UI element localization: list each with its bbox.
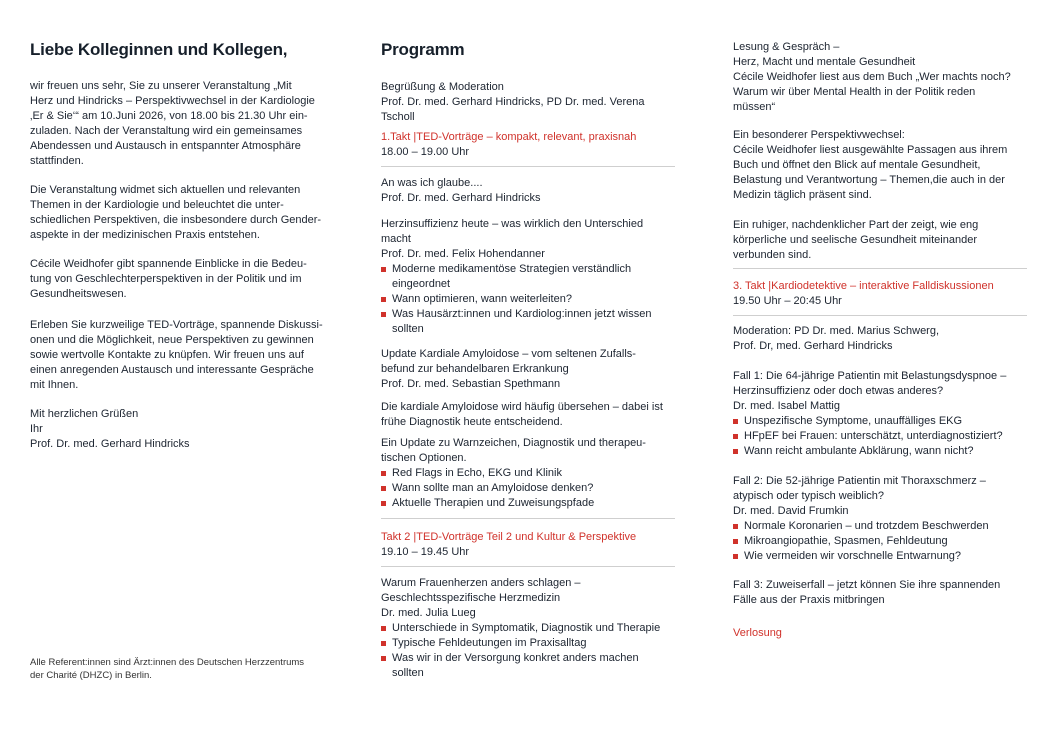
list-item: Wie vermeiden wir vorschnelle Entwarnung? xyxy=(733,549,1027,564)
divider xyxy=(381,566,675,567)
talk-1: An was ich glaube.... Prof. Dr. med. Gerhard Hindricks xyxy=(381,177,541,204)
list-item: Red Flags in Echo, EKG und Klinik xyxy=(381,466,675,481)
program-heading: Programm xyxy=(381,40,465,59)
list-item: HFpEF bei Frauen: unterschätzt, unterdiagnostiziert? xyxy=(733,429,1027,444)
list-item: Wann sollte man an Amyloidose denken? xyxy=(381,481,675,496)
takt1-time: 18.00 – 19.00 Uhr xyxy=(381,146,470,158)
letter-intro-paragraph: wir freuen uns sehr, Sie zu unserer Veranstaltung „Mit Herz und Hindricks – Perspektivwechsel in der Kardiologie ‚Er & Sie‘“ am 10.Juni 2026, von 18.00 bis 21.30 Uhr ein- zuladen. Nach der Veranstaltung wird ein gemeinsames Abendessen und Austausch in entspannter Atmosphäre stattfinden. xyxy=(30,80,315,167)
talk-3-text: Die kardiale Amyloidose wird häufig übersehen – dabei ist frühe Diagnostik heute entscheidend. xyxy=(381,401,663,428)
talk-3-bullets xyxy=(381,466,675,511)
list-item: Typische Fehldeutungen im Praxisalltag xyxy=(381,636,675,651)
list-item: Aktuelle Therapien und Zuweisungspfade xyxy=(381,496,675,511)
moderation-block: Moderation: PD Dr. med. Marius Schwerg, Prof. Dr, med. Gerhard Hindricks xyxy=(733,325,940,352)
divider xyxy=(381,518,675,519)
takt1-title: 1.Takt |TED-Vorträge – kompakt, relevant, praxisnah xyxy=(381,131,637,143)
letter-heading: Liebe Kolleginnen und Kollegen, xyxy=(30,40,288,59)
list-item: Moderne medikamentöse Strategien verständlich eingeordnet xyxy=(381,262,675,292)
case-2-bullets xyxy=(733,519,1027,564)
talk-4-bullets xyxy=(381,621,675,681)
list-item: Mikroangiopathie, Spasmen, Fehldeutung xyxy=(733,534,1027,549)
list-item: Normale Koronarien – und trotzdem Beschwerden xyxy=(733,519,1027,534)
letter-topic-paragraph: Die Veranstaltung widmet sich aktuellen und relevanten Themen in der Kardiologie und beleuchtet die unter- schiedlichen Perspektiven, die insbesondere durch Gender- aspekte in der medizinischen Praxis entstehen. xyxy=(30,184,322,241)
list-item: Was wir in der Versorgung konkret anders machen sollten xyxy=(381,651,675,681)
letter-speaker-paragraph: Cécile Weidhofer gibt spannende Einblicke in die Bedeu- tung von Geschlechterperspektiven in der Politik und im Gesundheitswesen. xyxy=(30,258,307,300)
letter-signature: Mit herzlichen Grüßen Ihr Prof. Dr. med. Gerhard Hindricks xyxy=(30,408,190,450)
letter-invite-paragraph: Erleben Sie kurzweilige TED-Vorträge, spannende Diskussi- onen und die Möglichkeit, neue Perspektiven zu gewinnen sowie wertvolle Kontakte zu knüpfen. Wir freuen uns auf einen anregenden Austausch und interessante Gespräche mit Ihnen. xyxy=(30,319,323,391)
letter-footnote: Alle Referent:innen sind Ärzt:innen des Deutschen Herzzentrums der Charité (DHZC) in Berlin. xyxy=(30,657,305,681)
divider xyxy=(381,166,675,167)
perspective-block: Ein besonderer Perspektivwechsel: Cécile Weidhofer liest ausgewählte Passagen aus ihrem Buch und öffnet den Blick auf mentale Gesundheit, Belastung und Verantwortung – Themen,die auch in der Medizin täglich präsent sind. xyxy=(733,129,1008,201)
divider xyxy=(733,268,1027,269)
takt1-header xyxy=(381,130,675,160)
case-2: Fall 2: Die 52-jährige Patientin mit Thoraxschmerz – atypisch oder typisch weiblich? Dr. med. David Frumkin Normale Koronarien – und trotzdem Beschwerden Mikroangiopathie, Spasmen, Fehldeutung Wie vermeiden wir vorschnelle Entwarnung? xyxy=(733,474,1027,564)
calm-block: Ein ruhiger, nachdenklicher Part der zeigt, wie eng körperliche und seelische Gesundheit miteinander verbunden sind. xyxy=(733,219,979,261)
takt3-title: 3. Takt |Kardiodetektive – interaktive Falldiskussionen xyxy=(733,280,994,292)
takt2-header xyxy=(381,530,675,560)
divider xyxy=(733,315,1027,316)
case-3: Fall 3: Zuweiserfall – jetzt können Sie ihre spannenden Fälle aus der Praxis mitbringen xyxy=(733,579,1001,606)
case-1-bullets xyxy=(733,414,1027,459)
list-item: Unterschiede in Symptomatik, Diagnostik und Therapie xyxy=(381,621,675,636)
takt2-time: 19.10 – 19.45 Uhr xyxy=(381,546,470,558)
welcome-block: Begrüßung & Moderation Prof. Dr. med. Gerhard Hindricks, PD Dr. med. Verena Tscholl xyxy=(381,81,645,123)
list-item: Wann optimieren, wann weiterleiten? xyxy=(381,292,675,307)
list-item: Unspezifische Symptome, unauffälliges EKG xyxy=(733,414,1027,429)
case-1: Fall 1: Die 64-jährige Patientin mit Belastungsdyspnoe – Herzinsuffizienz oder doch etwas anderes? Dr. med. Isabel Mattig Unspezifische Symptome, unauffälliges EKG HFpEF bei Frauen: unterschätzt, unterdiagnostiziert? Wann reicht ambulante Abklärung, wann nicht? xyxy=(733,369,1027,459)
talk-2-bullets xyxy=(381,262,675,337)
talk-3: Update Kardiale Amyloidose – vom seltenen Zufalls- befund zur behandelbaren Erkrankung Prof. Dr. med. Sebastian Spethmann xyxy=(381,348,636,390)
list-item: Wann reicht ambulante Abklärung, wann nicht? xyxy=(733,444,1027,459)
takt2-title: Takt 2 |TED-Vorträge Teil 2 und Kultur & Perspektive xyxy=(381,531,637,543)
takt3-time: 19.50 Uhr – 20:45 Uhr xyxy=(733,295,842,307)
raffle: Verlosung xyxy=(733,627,782,639)
reading-block: Lesung & Gespräch – Herz, Macht und mentale Gesundheit Cécile Weidhofer liest aus dem Buch „Wer machts noch? Warum wir über Mental Health in der Politik reden müssen“ xyxy=(733,41,1011,113)
talk-4: Warum Frauenherzen anders schlagen – Geschlechtsspezifische Herzmedizin Dr. med. Julia Lueg Unterschiede in Symptomatik, Diagnostik und Therapie Typische Fehldeutungen im Praxisalltag Was wir in der Versorgung konkret anders machen sollten xyxy=(381,576,675,681)
talk-3-update: Ein Update zu Warnzeichen, Diagnostik und therapeu- tischen Optionen. Red Flags in Echo, EKG und Klinik Wann sollte man an Amyloidose denken? Aktuelle Therapien und Zuweisungspfade xyxy=(381,436,675,511)
list-item: Was Hausärzt:innen und Kardiolog:innen jetzt wissen sollten xyxy=(381,307,675,337)
talk-2: Herzinsuffizienz heute – was wirklich den Unterschied macht Prof. Dr. med. Felix Hohendanner Moderne medikamentöse Strategien verständlich eingeordnet Wann optimieren, wann weiterleiten? Was Hausärzt:innen und Kardiolog:innen jetzt wissen sollten xyxy=(381,217,675,337)
takt3-header xyxy=(733,279,1027,309)
